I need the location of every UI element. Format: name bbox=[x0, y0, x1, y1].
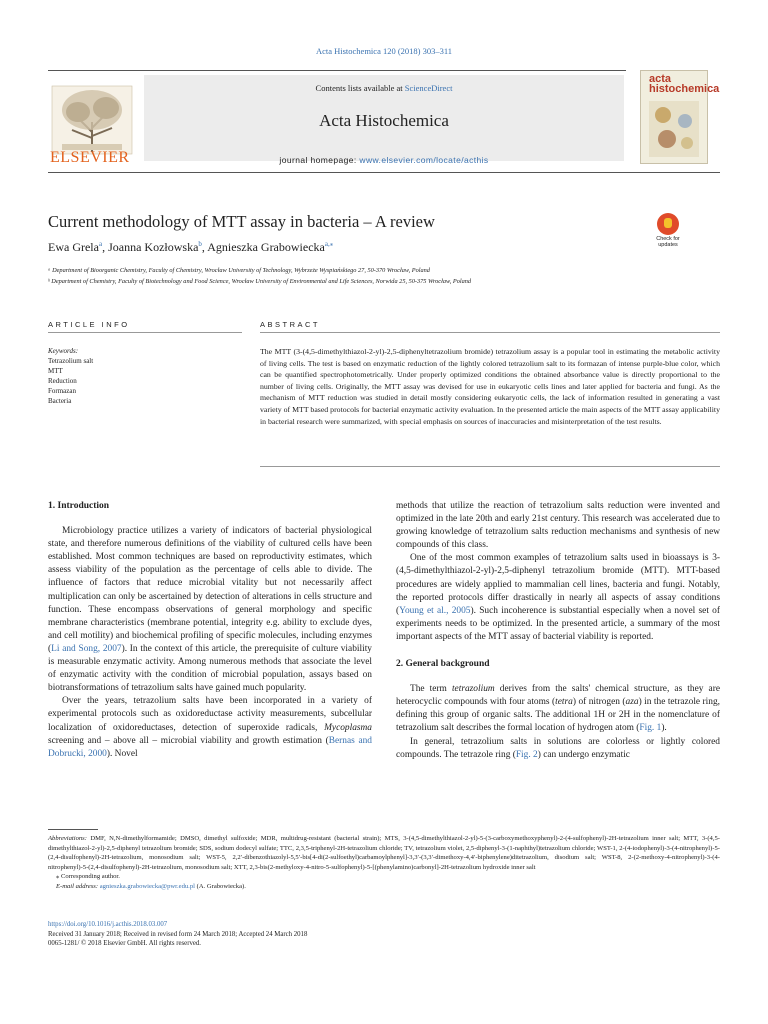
received-dates: Received 31 January 2018; Received in revised form 24 March 2018; Accepted 24 March 2018 bbox=[48, 930, 308, 938]
intro-paragraph-1 bbox=[48, 525, 372, 695]
keywords-block bbox=[48, 346, 93, 406]
cover-art bbox=[649, 101, 699, 157]
text-run: ). Such incoherence is substantial especially when a novel set of experiments needs to be optimized. In the presented article, a summary of the most important aspects of the MTT assay of bacterial viability is reported. bbox=[396, 605, 720, 642]
article-info-label: ARTICLE INFO bbox=[48, 320, 130, 329]
journal-header bbox=[48, 70, 626, 167]
email-suffix: (A. Grabowiecka). bbox=[194, 882, 246, 890]
keyword: Bacteria bbox=[48, 397, 72, 405]
cover-title bbox=[649, 74, 719, 94]
right-column bbox=[396, 500, 720, 762]
affiliation-b: ᵇ Department of Chemistry, Faculty of Biotechnology and Food Science, Wrocław University of Environmental and Life Sciences, Norwida 25, 50-375 Wrocław, Poland bbox=[48, 278, 472, 285]
header-divider bbox=[48, 172, 720, 173]
check-for-updates-button[interactable] bbox=[648, 213, 688, 253]
keyword: Tetrazolium salt bbox=[48, 357, 94, 365]
keyword: MTT bbox=[48, 367, 63, 375]
author-affil-mark[interactable]: a,⁎ bbox=[324, 240, 334, 248]
italic-term: aza bbox=[625, 697, 639, 708]
text-run: ) in the tetrazole ring, defining this group of organic salts. The additional 1H or 2H in the nomenclature of tetrazolium salt describes the formal location of hydrogen atom ( bbox=[396, 697, 720, 734]
doi-link[interactable]: https://doi.org/10.1016/j.acthis.2018.03.007 bbox=[48, 921, 168, 928]
italic-term: tetra bbox=[555, 697, 573, 708]
email-label: E-mail address: bbox=[56, 882, 100, 890]
journal-citation[interactable]: Acta Histochemica 120 (2018) 303–311 bbox=[315, 46, 453, 56]
contents-prefix: Contents lists available at bbox=[315, 83, 405, 93]
check-updates-icon bbox=[657, 213, 679, 235]
homepage-line bbox=[144, 155, 624, 165]
publisher-name: ELSEVIER bbox=[50, 149, 130, 166]
email-link[interactable]: agnieszka.grabowiecka@pwr.edu.pl bbox=[99, 882, 195, 890]
section-heading-introduction: 1. Introduction bbox=[48, 501, 110, 511]
section-heading-general-background: 2. General background bbox=[396, 659, 490, 670]
footnotes bbox=[48, 834, 720, 892]
author-separator: , bbox=[201, 240, 208, 254]
text-run: derives from the salts' chemical structure, as they are heterocyclic compounds with four atoms ( bbox=[396, 684, 720, 708]
journal-name: Acta Histochemica bbox=[319, 111, 449, 130]
italic-term: tetrazolium bbox=[451, 684, 495, 695]
text-run: ). Novel bbox=[106, 748, 138, 759]
article-title: Current methodology of MTT assay in bacteria – A review bbox=[48, 212, 435, 231]
left-column bbox=[48, 500, 372, 761]
background-paragraph-1 bbox=[396, 683, 720, 735]
article-info-divider bbox=[48, 332, 242, 333]
abbreviations-label: Abbreviations: bbox=[48, 835, 87, 842]
keywords-label: Keywords: bbox=[48, 347, 79, 355]
abstract-text: The MTT (3-(4,5-dimethylthiazol-2-yl)-2,5-diphenyltetrazolium bromide) tetrazolium assay is a popular tool in estimating the metabolic activity of living cells. The test is based on enzymatic reduction of the lightly colored tetrazolium salt to its formazan of intense purple-blue color, which can be quantified spectrophotometrically. Under properly optimized conditions the obtained absorbance value is directly proportional to the number of living cells. Originally, the MTT assay was devised for use in eukaryotic cells lines and later applied for bacteria and fungi. As the mechanism of MTT reduction was studied in detail mostly considering eukaryotic cells, the lack of information resulted in generating a vast variety of MTT based protocols for bacterial enzymatic activity evaluation. In the presented article the main aspects of the MTT assay applicability in bacterial research were summarized, with special emphasis on sources of inaccuracies and misinterpretation of the test results. bbox=[260, 347, 720, 426]
author-affil-mark[interactable]: a bbox=[98, 240, 103, 248]
author-separator: , bbox=[102, 240, 109, 254]
abstract-divider bbox=[260, 332, 720, 333]
cover-title-line2: histochemica bbox=[649, 83, 720, 95]
author-name: Joanna Kozłowska bbox=[108, 240, 199, 254]
text-run: Microbiology practice utilizes a variety of indicators of bacterial physiological state, and therefore numerous definitions of the viability of cultured cells have been established. Most common techniques are based on reproductivity estimates, which assess viability of the population as the percentage of cells able to divide. The influence of factors that reduce microbial vitality but not necessarily affect multiplication can only be ascertained by detection of alterations in cells structure and function. These encompass observations of general morphology and specific membrane characteristics (membrane potential, integrity e.g. ability to exclude dyes, and cell motility) and biochemical profiling of specific molecules, including enzymes ( bbox=[48, 526, 372, 654]
author-name: Ewa Grela bbox=[48, 240, 99, 254]
corresponding-author-note: ⁎ Corresponding author. bbox=[56, 873, 120, 881]
keyword: Formazan bbox=[48, 387, 76, 395]
abstract-bottom-divider bbox=[260, 466, 720, 467]
abbreviations-footnote bbox=[48, 834, 720, 872]
cover-title-line1: acta bbox=[649, 73, 672, 85]
figure-link[interactable]: Fig. 2 bbox=[515, 749, 538, 760]
article-meta bbox=[48, 920, 307, 949]
text-run: ). In the context of this article, the prerequisite of culture viability is measurable enzymatic activity. Among numerous methods that associate the level of enzymatic activity with the condition of microbial population, assays based on biotransformations of tetrazolium salts have gained much popularity. bbox=[48, 643, 372, 694]
copyright-line: 0065-1281/ © 2018 Elsevier GmbH. All rights reserved. bbox=[48, 940, 201, 948]
text-run: One of the most common examples of tetrazolium salts used in bioassays is 3-(4,5-dimethylthiazol-2-yl)-2,5-diphenyl tetrazolium bromide (MTT). MTT-based procedures are widely applied to mammalian cell lines, bacteria and fungi. Notably, the reported protocols differ drastically in nearly all aspects of assay conditions ( bbox=[396, 553, 720, 616]
citation-link[interactable]: Young et al., 2005 bbox=[399, 605, 471, 616]
author-name: Agnieszka Grabowiecka bbox=[207, 240, 325, 254]
journal-cover bbox=[640, 70, 720, 164]
text-run: ) of nitrogen ( bbox=[572, 697, 626, 708]
journal-info-box bbox=[144, 75, 624, 165]
abbreviations-text: DMF, N,N-dimethylformamide; DMSO, dimethyl sulfoxide; MDR, multidrug-resistant (bacterial strain); MTS, 3-(4,5-dimethylthiazol-2-yl)-5-(3-carboxymethoxyphenyl)-2-(4-sulfophenyl)-2H-tetrazolium inner salt; MTT, 3-(4,5-dimethylthiazol-2-yl)-2,5-diphenyl tetrazolium bromide; SDS, sodium dodecyl sulfate; TTC, 2,3,5-triphenyl-2H-tetrazolium chloride; TV, tetrazolium violet, 2,5-diphenyl-3-(1-naphthyl)tetrazolium chloride; WST-1, 2-(4-iodophenyl)-3-(4-nitrophenyl)-5-(2,4-disulfophenyl)-2H-tetrazolium, monosodium salt; WST-5, 2,2′-dibenzothiazolyl-5,5′-bis[4-di(2-sulfoethyl)carbamoylphenyl]-3,3′-(3,3′-dimethoxy-4,4′-biphenylene)ditetrazolium, disodium salt; WST-8, 2-(2-methoxy-4-nitrophenyl)-3-(4-nitrophenyl)-5-(2,4-disulfophenyl)-2H-tetrazolium, monosodium salt; XTT, 2,3-bis(2-methyloxy-4-nitro-5-sulfophenyl)-5-[(phenylamino)carbonyl]-2H-tetrazolium hydroxide inner salt bbox=[48, 835, 720, 871]
text-run: ). bbox=[661, 723, 667, 734]
text-run: ) can undergo enzymatic bbox=[537, 749, 630, 760]
contents-line bbox=[144, 83, 624, 93]
affiliation-a: ᵃ Department of Bioorganic Chemistry, Faculty of Chemistry, Wrocław University of Technology, Wybrzeże Wyspiańskiego 27, 50-370 Wrocław, Poland bbox=[48, 267, 430, 274]
homepage-prefix: journal homepage: bbox=[279, 155, 360, 165]
text-run: In general, tetrazolium salts in solutions are colorless or lightly colored compounds. The tetrazole ring ( bbox=[396, 736, 720, 760]
text-run: Over the years, tetrazolium salts have been incorporated in a variety of experimental protocols such as oxidoreductase activity measurements, subcellular localization of oxidoreductases, detection of superoxide radicals, bbox=[48, 696, 372, 733]
footnote-divider bbox=[48, 829, 98, 830]
text-run: The term bbox=[410, 684, 452, 695]
citation-link[interactable]: Bernas and Dobrucki, 2000 bbox=[48, 735, 372, 759]
author-list bbox=[48, 240, 333, 255]
sciencedirect-link[interactable]: ScienceDirect bbox=[404, 83, 453, 93]
check-updates-label: Check for updates bbox=[656, 236, 680, 248]
text-run: screening and – above all – microbial viability and growth estimation ( bbox=[48, 735, 329, 746]
figure-link[interactable]: Fig. 1 bbox=[639, 723, 662, 734]
intro-paragraph-4 bbox=[396, 552, 720, 644]
keyword: Reduction bbox=[48, 377, 77, 385]
email-note bbox=[48, 882, 720, 892]
intro-paragraph-2 bbox=[48, 695, 372, 760]
homepage-link[interactable]: www.elsevier.com/locate/acthis bbox=[359, 155, 489, 165]
abstract-label: ABSTRACT bbox=[260, 320, 321, 329]
author-affil-mark[interactable]: b bbox=[198, 240, 202, 248]
intro-paragraph-3: methods that utilize the reaction of tetrazolium salts reduction were invented and optimized in the late 20th and early 21st century. This research was accelerated due to growing knowledge of tetrazolium salts reduction mechanisms and synthesis of new compounds of this class. bbox=[396, 501, 720, 551]
citation-link[interactable]: Li and Song, 2007 bbox=[51, 643, 122, 654]
background-paragraph-2 bbox=[396, 736, 720, 762]
italic-term: Mycoplasma bbox=[324, 722, 372, 733]
